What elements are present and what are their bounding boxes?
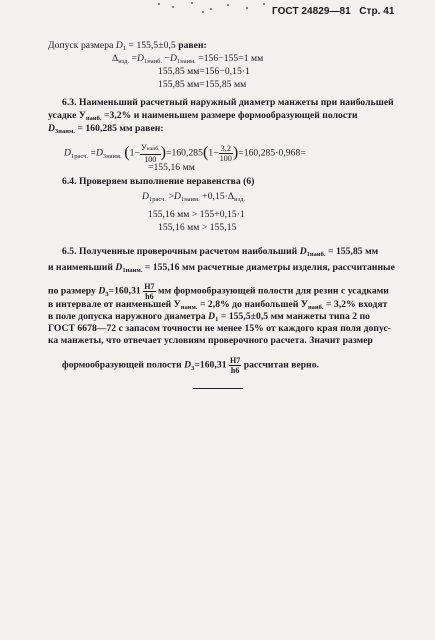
section-6-4-line-4: 155,16 мм > 155,15 (158, 222, 237, 233)
section-6-5-line-8: формообразующей полости $D_3=160,31$ $\frac{H7}{h6}$ рассчитан верно. (62, 356, 320, 375)
section-6-3-line-1: 6.3. Наименьший расчетный наружный диаметр манжеты при наибольшей (62, 97, 394, 108)
section-6-5-line-7: ка манжеты, что отвечает условиям проверочного расчета. Значит размер (48, 335, 373, 346)
section-6-5-line-2: и наименьший $D_{1наим.} = 155,16$ мм расчетные диаметры изделия, рассчитанные (48, 262, 395, 274)
section-6-4-line-3: 155,16 мм > 155+0,15·1 (148, 209, 245, 220)
tolerance-line: Допуск размера $D_1 = 155,5\pm 0,5$ равен: (48, 40, 207, 52)
page-header (272, 6, 395, 17)
section-6-3-formula: $D_{1расч.} =D_{3наим.}$ (1− $\frac{\text{Унаиб.}}{100}$ )=160,285(1− $\frac{3,2}{100}$ )=160,285·0,968= (64, 143, 306, 164)
section-6-5-line-3: по размеру $D_3=160,31$ $\frac{H7}{h6}$ мм формообразующей полости для резин с усадками (48, 282, 389, 301)
scan-noise (150, 0, 290, 14)
section-6-3-line-3: $D_{3наим.} = 160,285$ мм равен: (48, 123, 164, 135)
tolerance-line-3: 155,85 мм=155,85 мм (158, 79, 247, 90)
section-6-4-line-1: 6.4. Проверяем выполнение неравенства (6) (62, 176, 255, 187)
tolerance-line-2: 155,85 мм=156−0,15·1 (158, 66, 250, 77)
section-6-3-line-2: усадке $У_{наиб.} =3,2\%$ и наименьшем размере формообразующей полости (48, 110, 358, 122)
closing-rule (193, 388, 243, 389)
section-6-3-result: =155,16 мм (148, 162, 195, 173)
section-6-5-line-1: 6.5. Полученные проверочным расчетом наибольший $D_{1наиб.} = 155,85$ мм (62, 246, 379, 258)
section-6-5-line-6: ГОСТ 6678—72 с запасом точности не менее 15% от каждого края поля допус- (48, 323, 392, 334)
tolerance-formula: $\Delta_{изд.} =D_{1наиб.} -D_{1наим.} =156-155=1$ мм (112, 53, 264, 65)
section-6-5-line-5: в поле допуска наружного диаметра $D_1 = 155,5\pm 0,5$ мм манжеты типа 2 по (48, 311, 371, 323)
standard-number: ГОСТ 24829—81 (272, 6, 351, 17)
page-number: Стр. 41 (359, 6, 395, 17)
section-6-4-inequality: $D_{1расч.} >D_{1наим.} +0,15\cdot\Delta_{изд.}$ (142, 191, 246, 203)
section-6-5-line-4: в интервале от наименьшей $У_{наим.} = 2,8\%$ до наибольшей $У_{наиб.} = 3,2\%$ входят (48, 299, 388, 311)
